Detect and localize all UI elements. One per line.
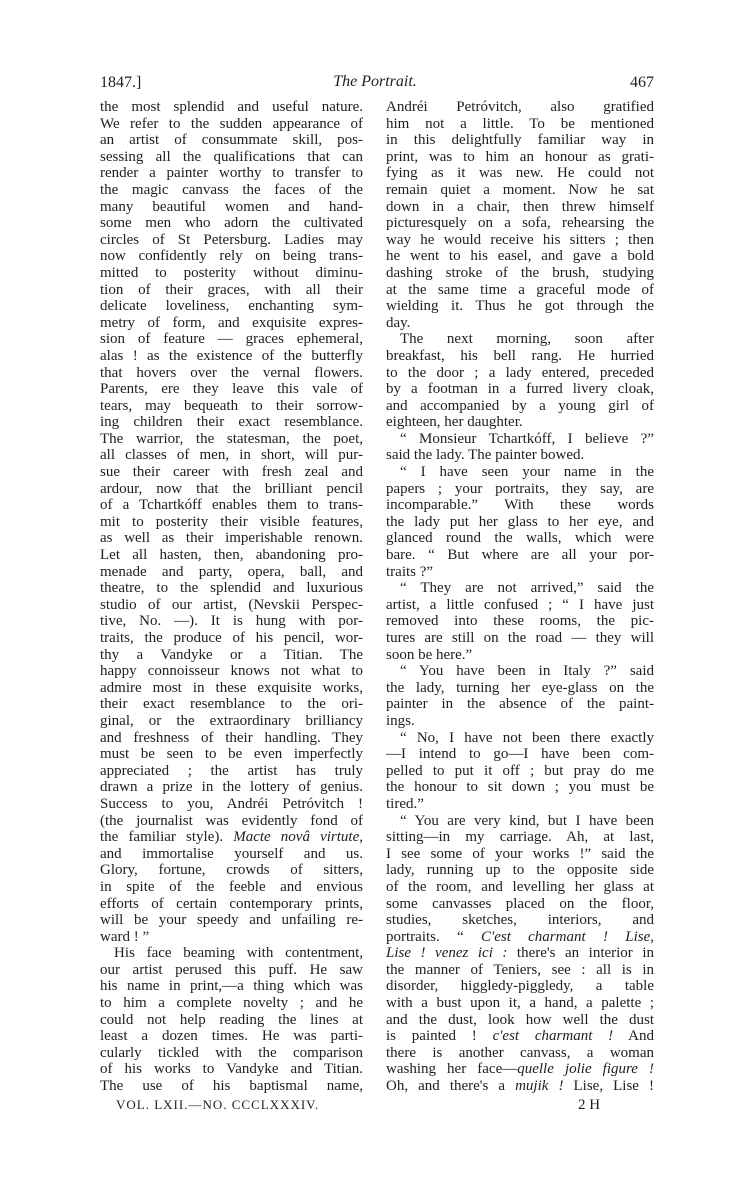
text-line [100, 199, 363, 216]
line-text: Oh, and there's a [386, 1078, 516, 1095]
text-line [100, 1012, 363, 1029]
text-line [386, 530, 654, 547]
text-line [100, 414, 363, 431]
text-line [100, 796, 363, 813]
line-text: thy a Vandyke or a Titian. The [100, 646, 363, 663]
text-line [100, 464, 363, 481]
text-line [386, 779, 654, 796]
line-text: dashing stroke of the brush, studying [386, 264, 654, 281]
text-line [100, 248, 363, 265]
text-line [100, 763, 363, 780]
line-text: The use of his baptismal name, [100, 1078, 363, 1095]
text-line [100, 995, 363, 1012]
line-text: studies, sketches, interiors, and [386, 912, 654, 929]
line-text: mitted to posterity without diminu- [100, 264, 363, 281]
italic-text: c'est charmant ! [492, 1028, 614, 1045]
text-line [100, 298, 363, 315]
text-line [386, 912, 654, 929]
italic-text: Macte novâ virtute [233, 829, 360, 846]
volume-footer: VOL. LXII.—NO. CCCLXXXIV. [116, 1097, 320, 1112]
line-text: in this delightfully familiar way in [386, 132, 654, 149]
text-line [100, 447, 363, 464]
line-text: the most splendid and useful nature. [100, 99, 363, 115]
line-text: artist, a little confused ; “ I have just [386, 596, 654, 613]
text-line [100, 896, 363, 913]
text-line [100, 182, 363, 199]
text-line [100, 381, 363, 398]
text-line [100, 315, 363, 332]
text-line [100, 331, 363, 348]
text-line [386, 348, 654, 365]
line-text: said the lady. The painter bowed. [386, 447, 585, 464]
text-line [386, 182, 654, 199]
text-line [386, 497, 654, 514]
line-text: there is another canvass, a woman [386, 1044, 654, 1061]
text-line [100, 165, 363, 182]
text-line [386, 613, 654, 630]
page-number: 467 [630, 74, 654, 91]
right-column [386, 99, 654, 1095]
text-line [100, 431, 363, 448]
line-text: as well as their imperishable renown. [100, 530, 363, 547]
text-line [100, 481, 363, 498]
text-line [100, 846, 363, 863]
text-line [386, 232, 654, 249]
text-line [100, 265, 363, 282]
running-head-title: The Portrait. [333, 73, 417, 90]
line-text: to him a complete novelty ; and he [100, 995, 363, 1012]
line-text: many beautiful women and hand- [100, 198, 363, 215]
line-text: “ They are not arrived,” said the [400, 580, 654, 597]
text-line [100, 696, 363, 713]
line-text: drawn a prize in the lottery of genius. [100, 779, 363, 796]
text-line [386, 945, 654, 962]
line-text: and freshness of their handling. They [100, 729, 363, 746]
text-line [386, 813, 654, 830]
text-line [100, 630, 363, 647]
line-text: that hovers over the vernal flowers. [100, 364, 363, 381]
text-line [386, 929, 654, 946]
text-line [100, 149, 363, 166]
text-line [386, 1061, 654, 1078]
line-text: The warrior, the statesman, the poet, [100, 430, 363, 447]
line-text: ardour, now that the brilliant pencil [100, 480, 363, 497]
text-line [100, 530, 363, 547]
line-text: our artist perused this puff. He saw [100, 961, 363, 978]
text-line [100, 514, 363, 531]
line-text: the familiar style). [100, 829, 234, 846]
line-text: of the room, and levelling her glass at [386, 878, 654, 895]
text-line [386, 978, 654, 995]
text-line [386, 1045, 654, 1062]
text-line [100, 547, 363, 564]
text-line [386, 431, 654, 448]
text-line [100, 862, 363, 879]
line-text: and the dust, look how well the dust [386, 1011, 654, 1028]
line-text: , [359, 829, 363, 846]
text-line [100, 929, 363, 946]
text-line [386, 680, 654, 697]
signature-mark: 2 H [578, 1097, 601, 1113]
line-text: traits, the produce of his pencil, wor- [100, 630, 363, 646]
line-text: theatre, to the splendid and luxurious [100, 580, 363, 597]
line-text: of his works to Vandyke and Titian. [100, 1061, 363, 1078]
line-text: Lise, Lise ! [563, 1078, 654, 1095]
line-text: sessing all the qualifications that can [100, 148, 363, 165]
text-line [386, 132, 654, 149]
line-text: mit to posterity their visible features, [100, 513, 363, 530]
line-text: pelled to put it off ; but pray do me [386, 762, 654, 779]
line-text: “ I have seen your name in the [400, 464, 654, 481]
text-line [100, 232, 363, 249]
line-text: print, was to him an honour as grati- [386, 148, 654, 165]
line-text: day. [386, 314, 411, 331]
line-text: “ You are very kind, but I have been [400, 812, 654, 829]
text-line [386, 962, 654, 979]
line-text: in spite of the feeble and envious [100, 878, 363, 895]
line-text: portraits. “ [386, 928, 481, 945]
line-text: down in a chair, then threw himself [386, 198, 654, 215]
line-text: studio of our artist, (Nevskii Perspec- [100, 596, 363, 613]
text-line [386, 547, 654, 564]
line-text: could not help reading the lines at [100, 1011, 363, 1028]
text-line [386, 896, 654, 913]
line-text: delicate loveliness, enchanting sym- [100, 298, 363, 315]
text-line [100, 730, 363, 747]
text-line [386, 414, 654, 431]
running-head-year: 1847.] [100, 74, 142, 91]
text-line [386, 862, 654, 879]
italic-text: mujik ! [515, 1078, 564, 1095]
line-text: We refer to the sudden appearance of [100, 115, 363, 132]
line-text: glanced round the walls, which were [386, 530, 654, 547]
line-text: way he would receive his sitters ; then [386, 231, 654, 248]
text-line [100, 282, 363, 299]
line-text: fying as it was new. He could not [386, 165, 654, 182]
line-text: least a dozen times. He was parti- [100, 1028, 363, 1045]
line-text: the lady put her glass to her eye, and [386, 513, 654, 530]
line-text: the manner of Teniers, see : all is in [386, 961, 654, 978]
line-text: he went to his easel, and gave a bold [386, 248, 654, 265]
line-text: appreciated ; the artist has truly [100, 762, 363, 779]
text-line [100, 597, 363, 614]
text-line [386, 796, 654, 813]
line-text: Glory, fortune, crowds of sitters, [100, 862, 363, 879]
line-text: must be seen to be even imperfectly [100, 746, 363, 763]
text-line [100, 580, 363, 597]
text-line [100, 1061, 363, 1078]
text-line [386, 879, 654, 896]
line-text: disorder, higgledy-piggledy, a table [386, 978, 654, 995]
line-text: at the same time a graceful mode of [386, 281, 654, 298]
text-line [386, 199, 654, 216]
line-text: admire most in these exquisite works, [100, 679, 363, 696]
line-text: ward ! ” [100, 928, 150, 945]
text-line [386, 165, 654, 182]
line-text: menade and party, opera, ball, and [100, 563, 363, 580]
text-line [386, 215, 654, 232]
line-text: efforts of certain contemporary prints, [100, 895, 363, 912]
text-line [386, 597, 654, 614]
line-text: some canvasses placed on the floor, [386, 895, 654, 912]
line-text: His face beaming with contentment, [114, 945, 363, 962]
text-line [100, 713, 363, 730]
text-line [386, 730, 654, 747]
text-line [386, 713, 654, 730]
text-line [386, 829, 654, 846]
text-line [100, 132, 363, 149]
text-line [100, 912, 363, 929]
text-line [100, 348, 363, 365]
line-text: an artist of consummate skill, pos- [100, 132, 363, 149]
text-line [386, 398, 654, 415]
line-text: some men who adorn the cultivated [100, 215, 363, 232]
text-line [386, 464, 654, 481]
text-line [100, 564, 363, 581]
line-text: all classes of men, in short, will pur- [100, 447, 363, 464]
line-text: picturesquely on a sofa, rehearsing the [386, 215, 654, 232]
line-text: ing children their exact resemblance. [100, 414, 363, 431]
text-line [386, 447, 654, 464]
text-line [100, 829, 363, 846]
text-line [100, 1045, 363, 1062]
line-text: “ You have been in Italy ?” said [400, 663, 654, 680]
line-text: him not a little. To be mentioned [386, 115, 654, 132]
line-text: sue their career with fresh zeal and [100, 464, 363, 481]
line-text: (the journalist was evidently fond of [100, 812, 363, 829]
text-line [386, 746, 654, 763]
line-text: now confidently rely on being trans- [100, 248, 363, 265]
text-line [386, 1028, 654, 1045]
line-text: there's an interior in [507, 945, 654, 962]
line-text: ginal, or the extraordinary brilliancy [100, 712, 363, 729]
line-text: Success to you, Andréi Petróvitch ! [100, 795, 363, 812]
text-line [100, 945, 363, 962]
italic-text: quelle jolie figure ! [517, 1061, 654, 1078]
line-text: Let all hasten, then, abandoning pro- [100, 547, 363, 564]
line-text: lady, running up to the opposite side [386, 862, 654, 879]
text-line [386, 846, 654, 863]
text-line [386, 282, 654, 299]
line-text: the honour to sit down ; you must be [386, 779, 654, 796]
text-line [386, 663, 654, 680]
line-text: will be your speedy and unfailing re- [100, 912, 363, 929]
line-text: with a bust upon it, a hand, a palette ; [386, 995, 654, 1012]
line-text: soon be here.” [386, 646, 473, 663]
line-text: breakfast, his bell rang. He hurried [386, 347, 654, 364]
line-text: removed into these rooms, the pic- [386, 613, 654, 630]
text-line [100, 398, 363, 415]
line-text: incomparable.” With these words [386, 497, 654, 514]
left-column [100, 99, 363, 1095]
text-line [386, 381, 654, 398]
line-text: “ No, I have not been there exactly [400, 729, 654, 746]
line-text: tive, No. —). It is hung with por- [100, 613, 363, 630]
text-line [386, 365, 654, 382]
italic-text: Lise ! venez ici : [386, 945, 508, 962]
line-text: painter in the absence of the paint- [386, 696, 654, 713]
line-text: by a footman in a furred livery cloak, [386, 381, 654, 398]
text-line [386, 514, 654, 531]
line-text: tion of their graces, with all their [100, 281, 363, 298]
text-line [100, 116, 363, 133]
line-text: wielding it. Thus he got through the [386, 298, 654, 315]
text-line [100, 779, 363, 796]
text-line [386, 331, 654, 348]
line-text: Andréi Petróvitch, also gratified [386, 99, 654, 115]
line-text: —I intend to go—I have been com- [386, 746, 654, 763]
line-text: the lady, turning her eye-glass on the [386, 679, 654, 696]
line-text: and accompanied by a young girl of [386, 397, 654, 414]
text-line [100, 1028, 363, 1045]
line-text: render a painter worthy to transfer to [100, 165, 363, 182]
line-text: happy connoisseur knows not what to [100, 663, 363, 680]
line-text: I see some of your works !” said the [386, 845, 654, 862]
text-line [100, 746, 363, 763]
line-text: eighteen, her daughter. [386, 414, 523, 431]
italic-text: C'est charmant ! Lise [480, 928, 651, 945]
line-text: the magic canvass the faces of the [100, 181, 363, 198]
text-line [100, 497, 363, 514]
text-line [386, 265, 654, 282]
line-text: their exact resemblance to the ori- [100, 696, 363, 713]
text-line [100, 663, 363, 680]
text-line [100, 1078, 363, 1095]
text-line [100, 813, 363, 830]
text-line [100, 879, 363, 896]
line-text: his name in print,—a thing which was [100, 978, 363, 995]
line-text: sitting—in my carriage. Ah, at last, [386, 829, 654, 846]
line-text: bare. “ But where are all your por- [386, 547, 654, 564]
line-text: washing her face— [386, 1061, 518, 1078]
text-line [100, 613, 363, 630]
line-text: traits ?” [386, 563, 434, 580]
text-line [100, 680, 363, 697]
line-text: And [613, 1028, 654, 1045]
line-text: alas ! as the existence of the butterfly [100, 347, 363, 364]
text-line [386, 116, 654, 133]
line-text: “ Monsieur Tchartkóff, I believe ?” [400, 430, 654, 447]
text-line [386, 696, 654, 713]
text-line [100, 215, 363, 232]
text-line [386, 647, 654, 664]
text-line [386, 248, 654, 265]
text-line [386, 995, 654, 1012]
line-text: and immortalise yourself and us. [100, 845, 363, 862]
line-text: The next morning, soon after [400, 331, 654, 348]
text-line [100, 962, 363, 979]
line-text: remain quiet a moment. Now he sat [386, 181, 654, 198]
line-text: , [650, 928, 654, 945]
text-line [386, 1012, 654, 1029]
line-text: tired.” [386, 795, 424, 812]
text-line [386, 564, 654, 581]
text-line [386, 763, 654, 780]
line-text: cularly tickled with the comparison [100, 1044, 363, 1061]
text-line [386, 315, 654, 332]
text-line [100, 647, 363, 664]
text-line [386, 580, 654, 597]
line-text: tears, may bequeath to their sorrow- [100, 397, 363, 414]
line-text: circles of St Petersburg. Ladies may [100, 231, 363, 248]
text-line [100, 365, 363, 382]
line-text: metry of form, and exquisite expres- [100, 314, 363, 331]
line-text: to the door ; a lady entered, preceded [386, 364, 654, 381]
text-line [100, 99, 363, 116]
text-line [386, 630, 654, 647]
line-text: Parents, ere they leave this vale of [100, 381, 363, 398]
text-line [386, 298, 654, 315]
line-text: papers ; your portraits, they say, are [386, 480, 654, 497]
line-text: of a Tchartkóff enables them to trans- [100, 497, 363, 514]
text-line [386, 1078, 654, 1095]
text-line [386, 149, 654, 166]
line-text: ings. [386, 712, 415, 729]
text-line [386, 481, 654, 498]
line-text: sion of feature — graces ephemeral, [100, 331, 363, 348]
text-line [100, 978, 363, 995]
line-text: tures are still on the road — they will [386, 630, 654, 646]
line-text: is painted ! [386, 1028, 493, 1045]
text-line [386, 99, 654, 116]
